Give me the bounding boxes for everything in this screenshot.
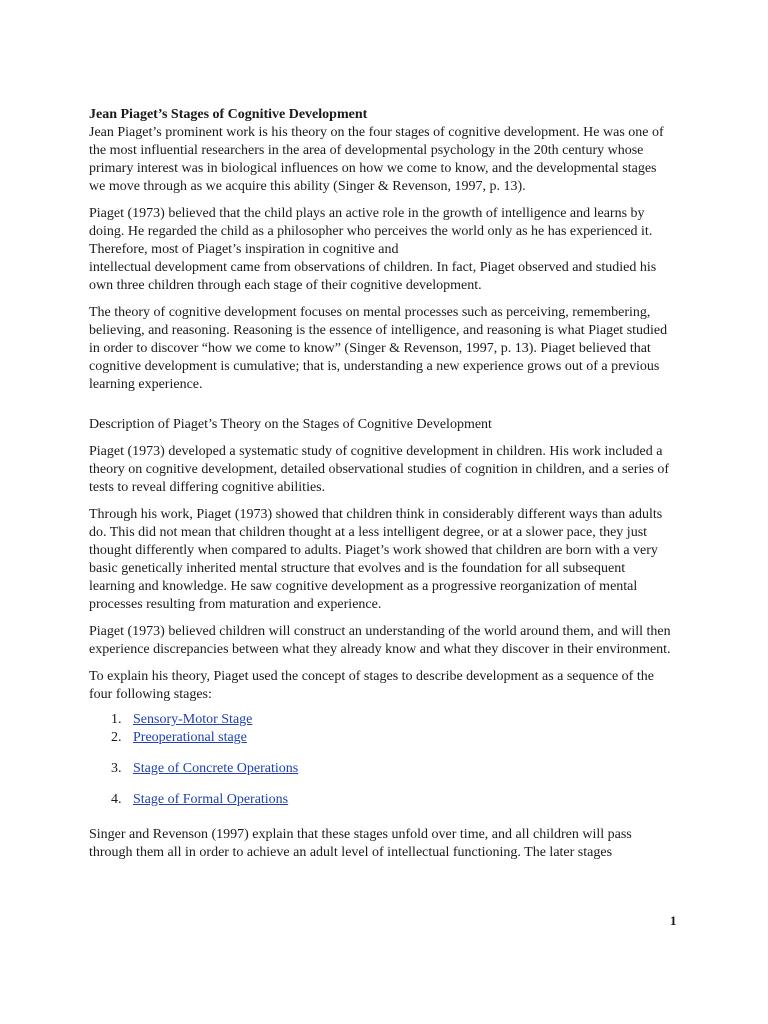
stage-link-formal-operations[interactable]: Stage of Formal Operations (133, 792, 289, 807)
list-item (89, 729, 674, 747)
construct-paragraph: Piaget (1973) believed children will construct an understanding of the world around them, and will then experience discrepancies between what they already know and what they discover in their environment. (89, 624, 671, 657)
intro-paragraph: Jean Piaget’s prominent work is his theory on the four stages of cognitive development. He was one of the most influential researchers in the area of developmental psychology in the 20th century whose primary interest was in biological influences on how we come to know, and the developmental stages we move through as we acquire this ability (Singer & Revenson, 1997, p. 13). (89, 125, 664, 194)
stage-link-preoperational[interactable]: Preoperational stage (133, 730, 247, 745)
section-heading: Description of Piaget’s Theory on the Stages of Cognitive Development (89, 417, 492, 432)
stage-link-sensory-motor[interactable]: Sensory-Motor Stage (133, 712, 253, 727)
document-body (89, 106, 674, 871)
list-number: 1. (111, 712, 122, 727)
explain-paragraph: To explain his theory, Piaget used the concept of stages to describe development as a sequence of the four following stages: (89, 669, 654, 702)
list-item (89, 791, 674, 809)
page-number: 1 (670, 913, 677, 928)
active-role-paragraph (89, 205, 674, 295)
list-number: 4. (111, 792, 122, 807)
list-number: 3. (111, 761, 122, 776)
list-item (89, 760, 674, 778)
systematic-study-paragraph: Piaget (1973) developed a systematic study of cognitive development in children. His work included a theory on cognitive development, detailed observational studies of cognition in children, and a series of tests to reveal differing cognitive abilities. (89, 444, 670, 495)
closing-paragraph: Singer and Revenson (1997) explain that these stages unfold over time, and all children will pass through them all in order to achieve an adult level of intellectual functioning. The later stages (89, 827, 632, 860)
active-role-text-2: intellectual development came from observations of children. In fact, Piaget observed and studied his own three children through each stage of their cognitive development. (89, 260, 657, 293)
active-role-text-1: Piaget (1973) believed that the child plays an active role in the growth of intelligence and learns by doing. He regarded the child as a philosopher who perceives the world only as he has experienced it. Therefore, most of Piaget’s inspiration in cognitive and (89, 206, 653, 257)
through-work-paragraph: Through his work, Piaget (1973) showed that children think in considerably different ways than adults do. This did not mean that children thought at a less intelligent degree, or at a slower pace, they just thought differently when compared to adults. Piaget’s work showed that children are born with a very basic genetically inherited mental structure that evolves and is the foundation for all subsequent learning and knowledge. He saw cognitive development as a progressive reorganization of mental processes resulting from maturation and experience. (89, 507, 663, 612)
theory-focus-paragraph: The theory of cognitive development focuses on mental processes such as perceiving, remembering, believing, and reasoning. Reasoning is the essence of intelligence, and reasoning is what Piaget studied in order to discover “how we come to know” (Singer & Revenson, 1997, p. 13). Piaget believed that cognitive development is cumulative; that is, understanding a new experience grows out of a previous learning experience. (89, 305, 668, 392)
document-title: Jean Piaget’s Stages of Cognitive Development (89, 107, 368, 122)
list-item (89, 711, 674, 729)
stage-link-concrete-operations[interactable]: Stage of Concrete Operations (133, 761, 299, 776)
stages-list (89, 711, 674, 809)
list-number: 2. (111, 730, 122, 745)
